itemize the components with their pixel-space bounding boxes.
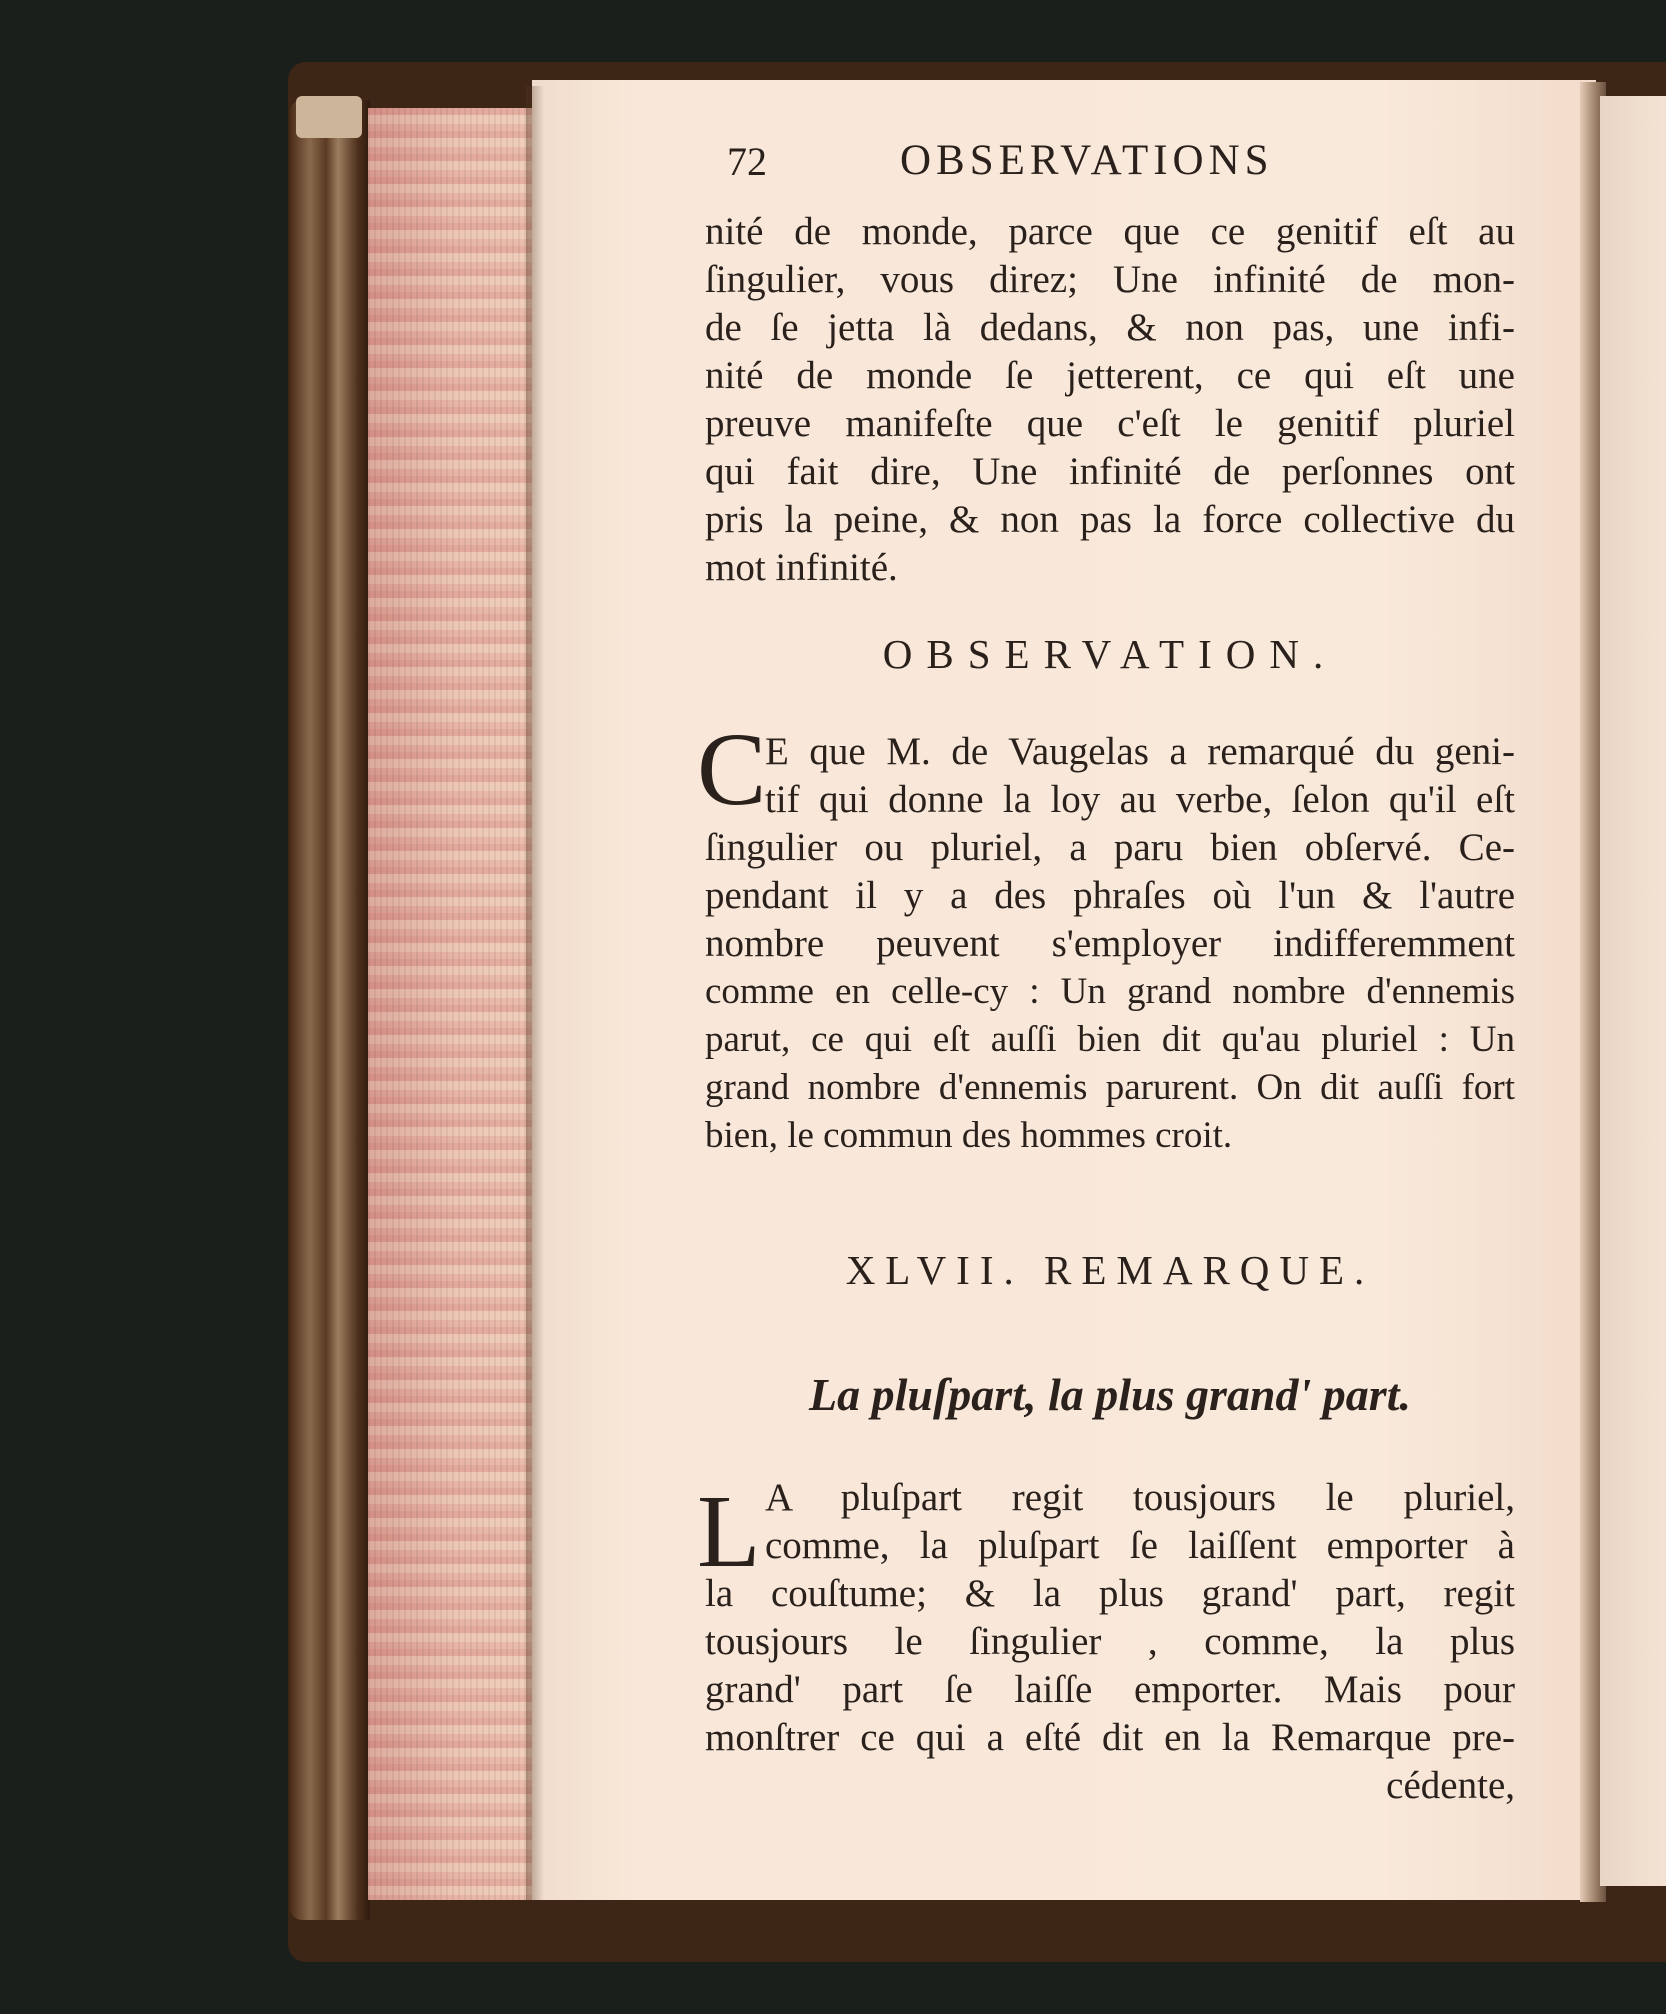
body-line: ſingulier, vous direz; Une infinité de mon- <box>705 258 1515 301</box>
observation-heading: OBSERVATION. <box>882 631 1338 677</box>
remarque-line: la couſtume; & la plus grand' part, regit <box>705 1572 1515 1615</box>
running-header <box>705 138 1515 194</box>
page-shadow <box>526 86 544 1900</box>
observation-line: nombre peuvent s'employer indifferemment <box>705 922 1515 965</box>
observation-line: comme en celle-cy : Un grand nombre d'ennemis <box>705 971 1515 1012</box>
drop-cap: L <box>697 1474 761 1589</box>
body-line: preuve manifeſte que c'eſt le genitif pluriel <box>705 402 1515 445</box>
observation-line: tif qui donne la loy au verbe, ſelon qu'il eſt <box>765 778 1515 821</box>
remarque-subtitle: La pluſpart, la plus grand' part. <box>809 1369 1411 1420</box>
observation-line: E que M. de Vaugelas a remarqué du geni- <box>765 730 1515 773</box>
observation-line: bien, le commun des hommes croit. <box>705 1115 1233 1156</box>
catchword: cédente, <box>1386 1764 1515 1807</box>
body-line: mot infinité. <box>705 546 898 589</box>
page-edges <box>368 108 532 1900</box>
remarque-line: A pluſpart regit tousjours le pluriel, <box>765 1476 1515 1519</box>
remarque-line: tousjours le ſingulier , comme, la plus <box>705 1620 1515 1663</box>
body-line: pris la peine, & non pas la force collective du <box>705 498 1515 541</box>
spine-top-label <box>296 96 362 138</box>
book-spine <box>290 100 370 1920</box>
observation-line: pendant il y a des phraſes où l'un & l'autre <box>705 874 1515 917</box>
remarque-heading: XLVII. REMARQUE. <box>845 1247 1375 1293</box>
facing-page <box>1600 96 1666 1886</box>
body-line: de ſe jetta là dedans, & non pas, une infi- <box>705 306 1515 349</box>
observation-line: ſingulier ou pluriel, a paru bien obſervé. Ce- <box>705 826 1515 869</box>
remarque-line: grand' part ſe laiſſe emporter. Mais pour <box>705 1668 1515 1711</box>
body-line: nité de monde ſe jetterent, ce qui eſt une <box>705 354 1515 397</box>
observation-line: parut, ce qui eſt auſſi bien dit qu'au pluriel : Un <box>705 1019 1515 1060</box>
drop-cap: C <box>697 712 767 827</box>
remarque-line: comme, la pluſpart ſe laiſſent emporter à <box>765 1524 1515 1567</box>
remarque-line: monſtrer ce qui a eſté dit en la Remarque pre- <box>705 1716 1515 1759</box>
body-line: qui fait dire, Une infinité de perſonnes ont <box>705 450 1515 493</box>
page-number: 72 <box>727 139 767 184</box>
running-title: OBSERVATIONS <box>900 137 1274 184</box>
observation-line: grand nombre d'ennemis parurent. On dit auſſi fort <box>705 1067 1515 1108</box>
body-line: nité de monde, parce que ce genitif eſt au <box>705 210 1515 253</box>
